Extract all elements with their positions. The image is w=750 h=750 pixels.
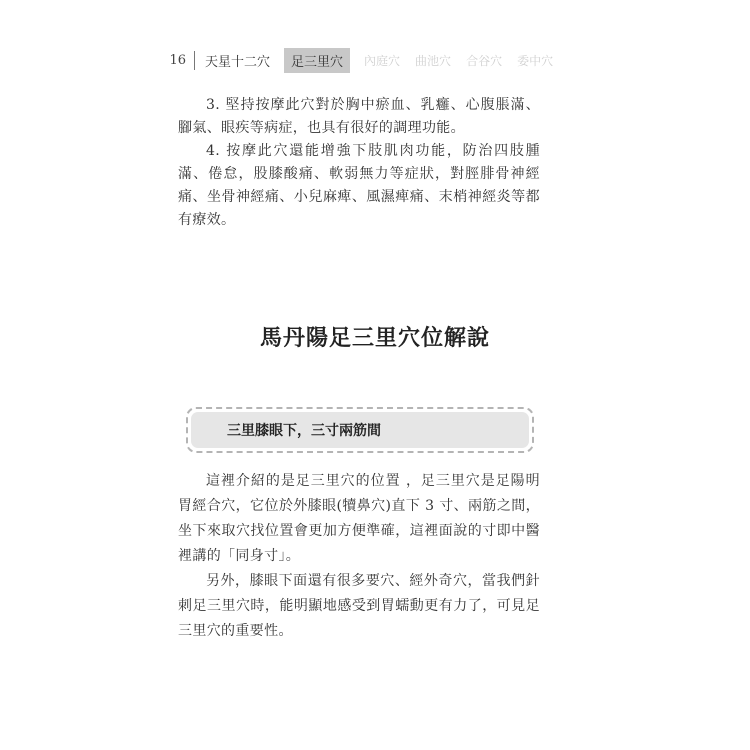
paragraph-location: 這裡介紹的是足三里穴的位置 ，足三里穴是足陽明胃經合穴，它位於外膝眼(犢鼻穴)直下 3 寸、兩筋之間，坐下來取穴找位置會更加方便準確，這裡面說的寸即中醫裡講的「同身寸」。 [178, 473, 540, 564]
running-header [160, 49, 568, 71]
tab-weizhong: 委中穴 [517, 53, 554, 68]
book-title: 天星十二穴 [205, 54, 271, 70]
mnemonic-callout [186, 407, 534, 453]
chapter-tabs [284, 48, 568, 73]
callout-text: 三里膝眼下，三寸兩筋間 [191, 412, 529, 448]
benefits-text [178, 94, 540, 232]
section-heading: 馬丹陽足三里穴位解說 [259, 326, 490, 351]
page-number: 16 [169, 52, 186, 68]
tab-quchi: 曲池穴 [415, 53, 452, 68]
tab-zusanli: 足三里穴 [284, 48, 350, 73]
paragraph-item-3: 3. 堅持按摩此穴對於胸中瘀血、乳癰、心腹脹滿、腳氣、眼疾等病症，也具有很好的調理功能。 [178, 97, 540, 136]
tab-neiting: 內庭穴 [364, 53, 401, 68]
paragraph-item-4: 4. 按摩此穴還能增強下肢肌肉功能，防治四肢腫滿、倦怠，股膝酸痛、軟弱無力等症狀，對脛腓骨神經痛、坐骨神經痛、小兒麻痺、風濕痺痛、末梢神經炎等都有療效。 [178, 143, 540, 228]
header-divider [194, 51, 195, 70]
explanation-text [178, 469, 540, 644]
tab-hegu: 合谷穴 [466, 53, 503, 68]
paragraph-importance: 另外，膝眼下面還有很多要穴、經外奇穴，當我們針刺足三里穴時，能明顯地感受到胃蠕動更有力了，可見足三里穴的重要性。 [178, 573, 540, 639]
